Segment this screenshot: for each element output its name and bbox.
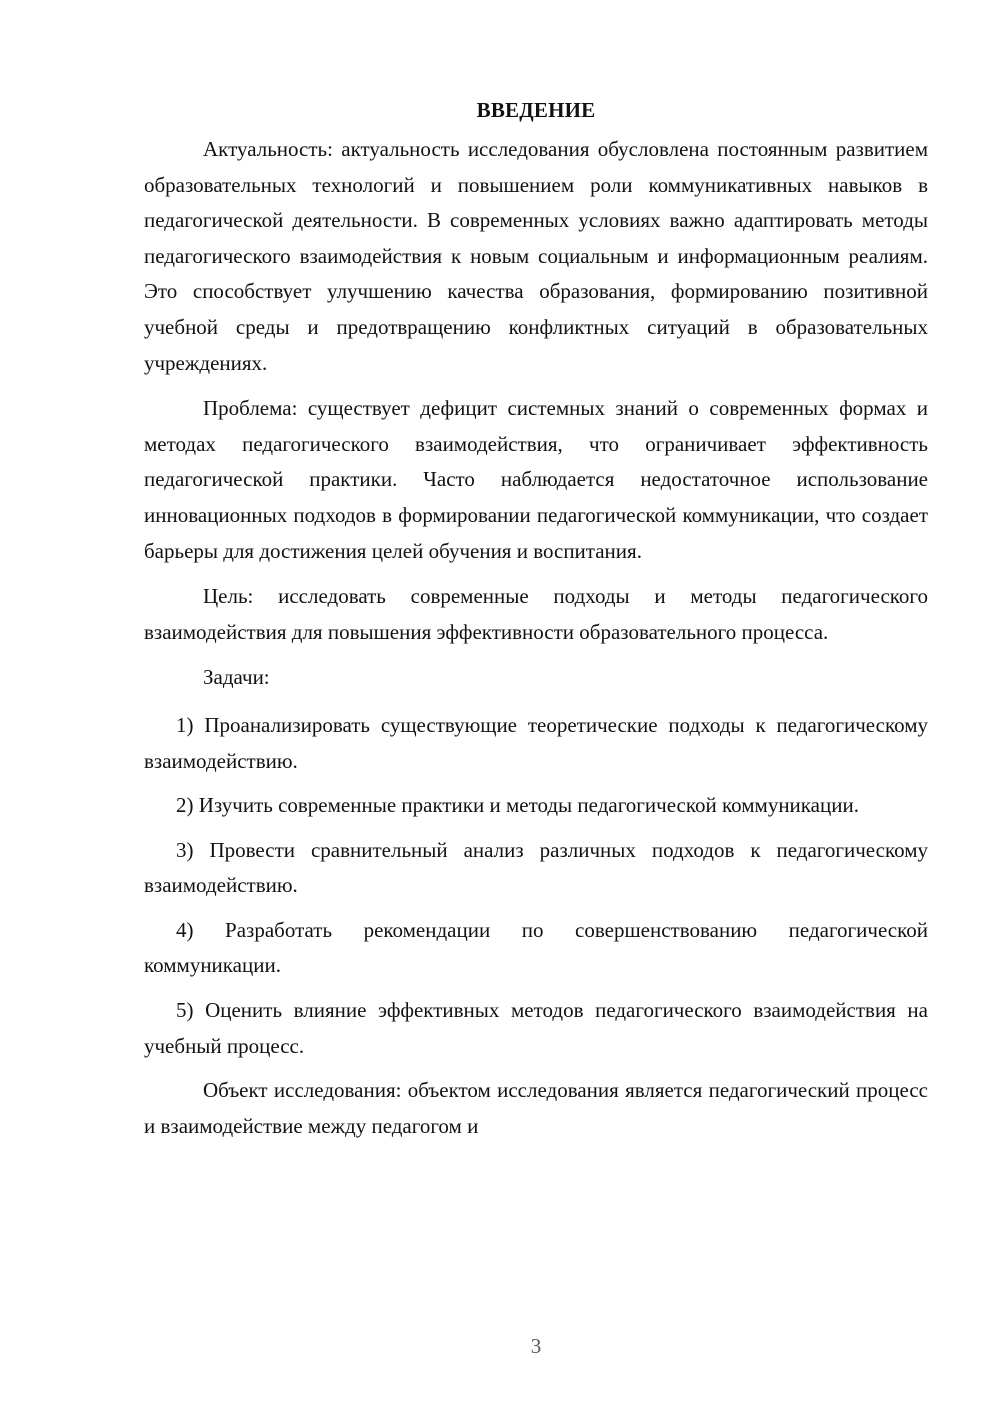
paragraph-actuality: Актуальность: актуальность исследования обусловлена постоянным развитием образовательных технологий и повышением роли коммуникативных навыков в педагогической деятельности. В современных условиях важно адаптировать методы педагогического взаимодействия к новым социальным и информационным реалиям. Это способствует улучшению качества образования, формированию позитивной учебной среды и предотвращению конфликтных ситуаций в образовательных учреждениях.: [144, 137, 928, 375]
paragraph-object: Объект исследования: объектом исследования является педагогический процесс и взаимодействие между педагогом и: [144, 1078, 928, 1138]
tasks-heading: Задачи:: [203, 665, 270, 690]
task-item-2: 2) Изучить современные практики и методы педагогической коммуникации.: [176, 793, 859, 818]
paragraph-problem: Проблема: существует дефицит системных знаний о современных формах и методах педагогического взаимодействия, что ограничивает эффективность педагогической практики. Часто наблюдается недостаточное использование инновационных подходов в формировании педагогической коммуникации, что создает барьеры для достижения целей обучения и воспитания.: [144, 396, 928, 563]
paragraph-goal: Цель: исследовать современные подходы и методы педагогического взаимодействия для повышения эффективности образовательного процесса.: [144, 584, 928, 644]
task-item-1: 1) Проанализировать существующие теоретические подходы к педагогическому взаимодействию.: [144, 712, 928, 773]
task-item-5: 5) Оценить влияние эффективных методов педагогического взаимодействия на учебный процесс.: [144, 998, 928, 1058]
task-item-4: 4) Разработать рекомендации по совершенствованию педагогической коммуникации.: [144, 917, 928, 978]
task-item-3: 3) Провести сравнительный анализ различных подходов к педагогическому взаимодействию.: [144, 837, 928, 898]
page-title: ВВЕДЕНИЕ: [476, 98, 596, 122]
page-number: 3: [530, 1334, 542, 1358]
document-page: [144, 92, 928, 1154]
